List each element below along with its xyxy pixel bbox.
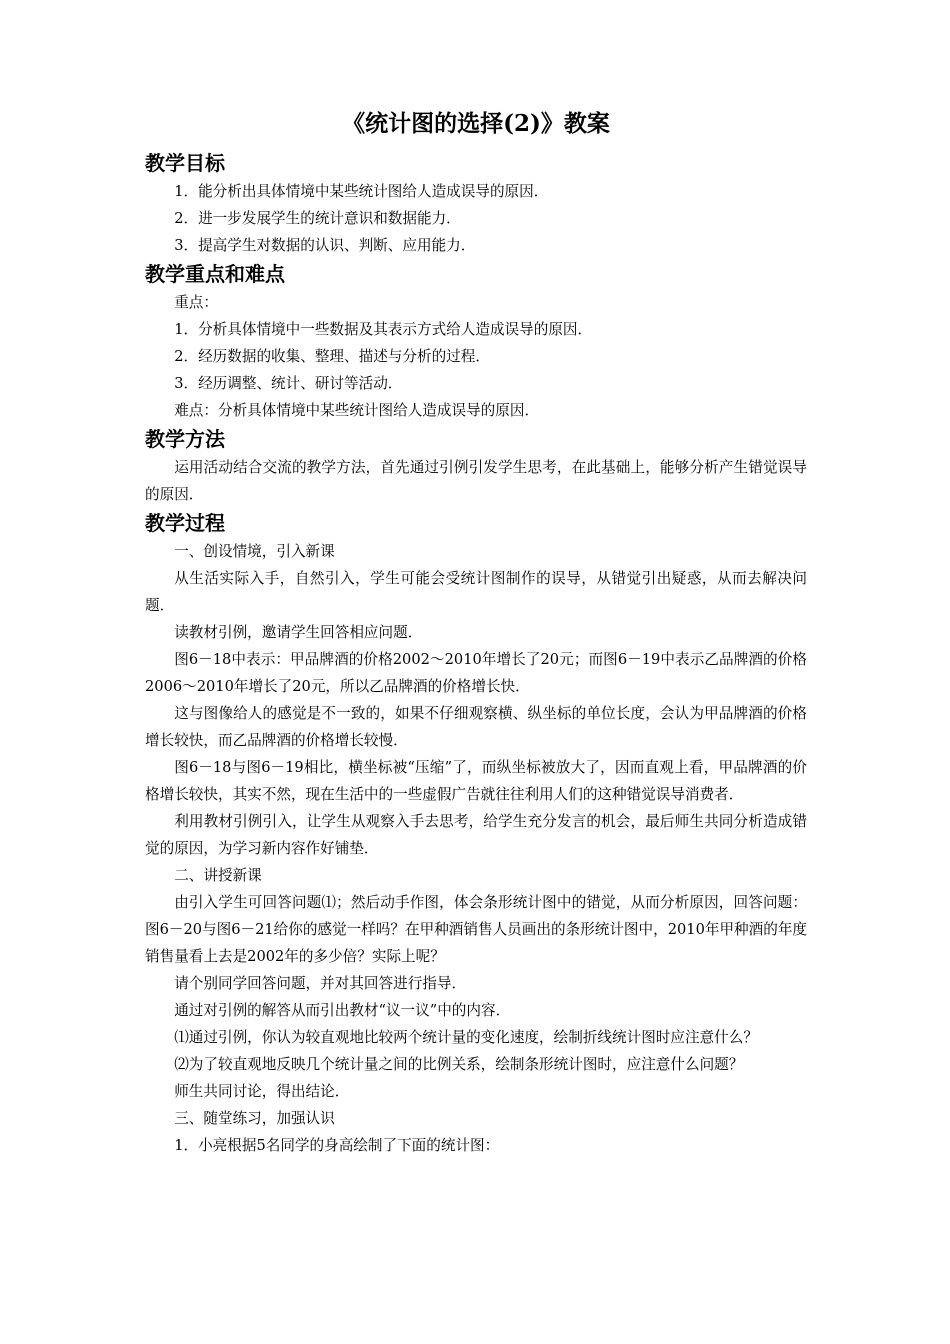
process-paragraph: 由引入学生可回答问题⑴；然后动手作图，体会条形统计图中的错觉，从而分析原因，回答问题：图6－20与图6－21给你的感觉一样吗？在甲种酒销售人员画出的条形统计图中，2010年甲种酒的年度销售量看上去是2002年的多少倍？实际上呢？ xyxy=(145,894,808,965)
goal-item: 1．能分析出具体情境中某些统计图给人造成误导的原因． xyxy=(174,183,549,200)
process-paragraph: 师生共同讨论，得出结论． xyxy=(174,1083,350,1100)
process-paragraph: 从生活实际入手，自然引入，学生可能会受统计图制作的误导，从错觉引出疑惑，从而去解决问题． xyxy=(145,570,807,614)
process-paragraph: 二、讲授新课 xyxy=(174,867,262,884)
process-paragraph: 一、创设情境，引入新课 xyxy=(174,543,335,560)
process-paragraph: 请个别同学回答问题，并对其回答进行指导． xyxy=(174,975,467,992)
method-text: 运用活动结合交流的教学方法，首先通过引例引发学生思考，在此基础上，能够分析产生错觉误导的原因． xyxy=(145,459,807,503)
process-paragraph: 读教材引例，邀请学生回答相应问题． xyxy=(174,624,423,641)
process-paragraph: 通过对引例的解答从而引出教材“议一议”中的内容． xyxy=(174,1002,511,1019)
process-paragraph: 1．小亮根据5名同学的身高绘制了下面的统计图： xyxy=(174,1137,500,1154)
document-body xyxy=(145,108,807,1159)
process-paragraph: ⑵为了较直观地反映几个统计量之间的比例关系，绘制条形统计图时，应注意什么问题？ xyxy=(174,1056,744,1073)
process-paragraph: ⑴通过引例，你认为较直观地比较两个统计量的变化速度，绘制折线统计图时应注意什么？ xyxy=(174,1029,758,1046)
process-paragraph: 图6－18与图6－19相比，横坐标被“压缩”了，而纵坐标被放大了，因而直观上看，甲品牌酒的价格增长较快，其实不然，现在生活中的一些虚假广告就往往利用人们的这种错觉误导消费者． xyxy=(145,759,807,803)
goal-item: 2．进一步发展学生的统计意识和数据能力． xyxy=(174,210,461,227)
key-item: 3．经历调整、统计、研讨等活动． xyxy=(174,375,403,392)
key-label: 重点： xyxy=(174,294,218,311)
difficulty-text: 难点：分析具体情境中某些统计图给人造成误导的原因． xyxy=(174,402,540,419)
key-item: 2．经历数据的收集、整理、描述与分析的过程． xyxy=(174,348,490,365)
goal-item: 3．提高学生对数据的认识、判断、应用能力． xyxy=(174,237,476,254)
process-paragraph: 这与图像给人的感觉是不一致的，如果不仔细观察横、纵坐标的单位长度，会认为甲品牌酒的价格增长较快，而乙品牌酒的价格增长较慢． xyxy=(145,705,807,749)
section-heading-key-points: 教学重点和难点 xyxy=(145,262,285,286)
section-heading-process: 教学过程 xyxy=(145,511,225,535)
key-item: 1．分析具体情境中一些数据及其表示方式给人造成误导的原因． xyxy=(174,321,593,338)
process-paragraph: 图6－18中表示：甲品牌酒的价格2002～2010年增长了20元；而图6－19中表示乙品牌酒的价格2006～2010年增长了20元，所以乙品牌酒的价格增长快． xyxy=(145,651,807,695)
section-heading-method: 教学方法 xyxy=(145,427,225,451)
document-title: 《统计图的选择(2)》教案 xyxy=(342,110,610,137)
process-paragraph: 利用教材引例引入，让学生从观察入手去思考，给学生充分发言的机会，最后师生共同分析造成错觉的原因，为学习新内容作好铺垫． xyxy=(145,813,807,857)
process-paragraph: 三、随堂练习，加强认识 xyxy=(174,1110,335,1127)
section-heading-goals: 教学目标 xyxy=(145,151,225,175)
